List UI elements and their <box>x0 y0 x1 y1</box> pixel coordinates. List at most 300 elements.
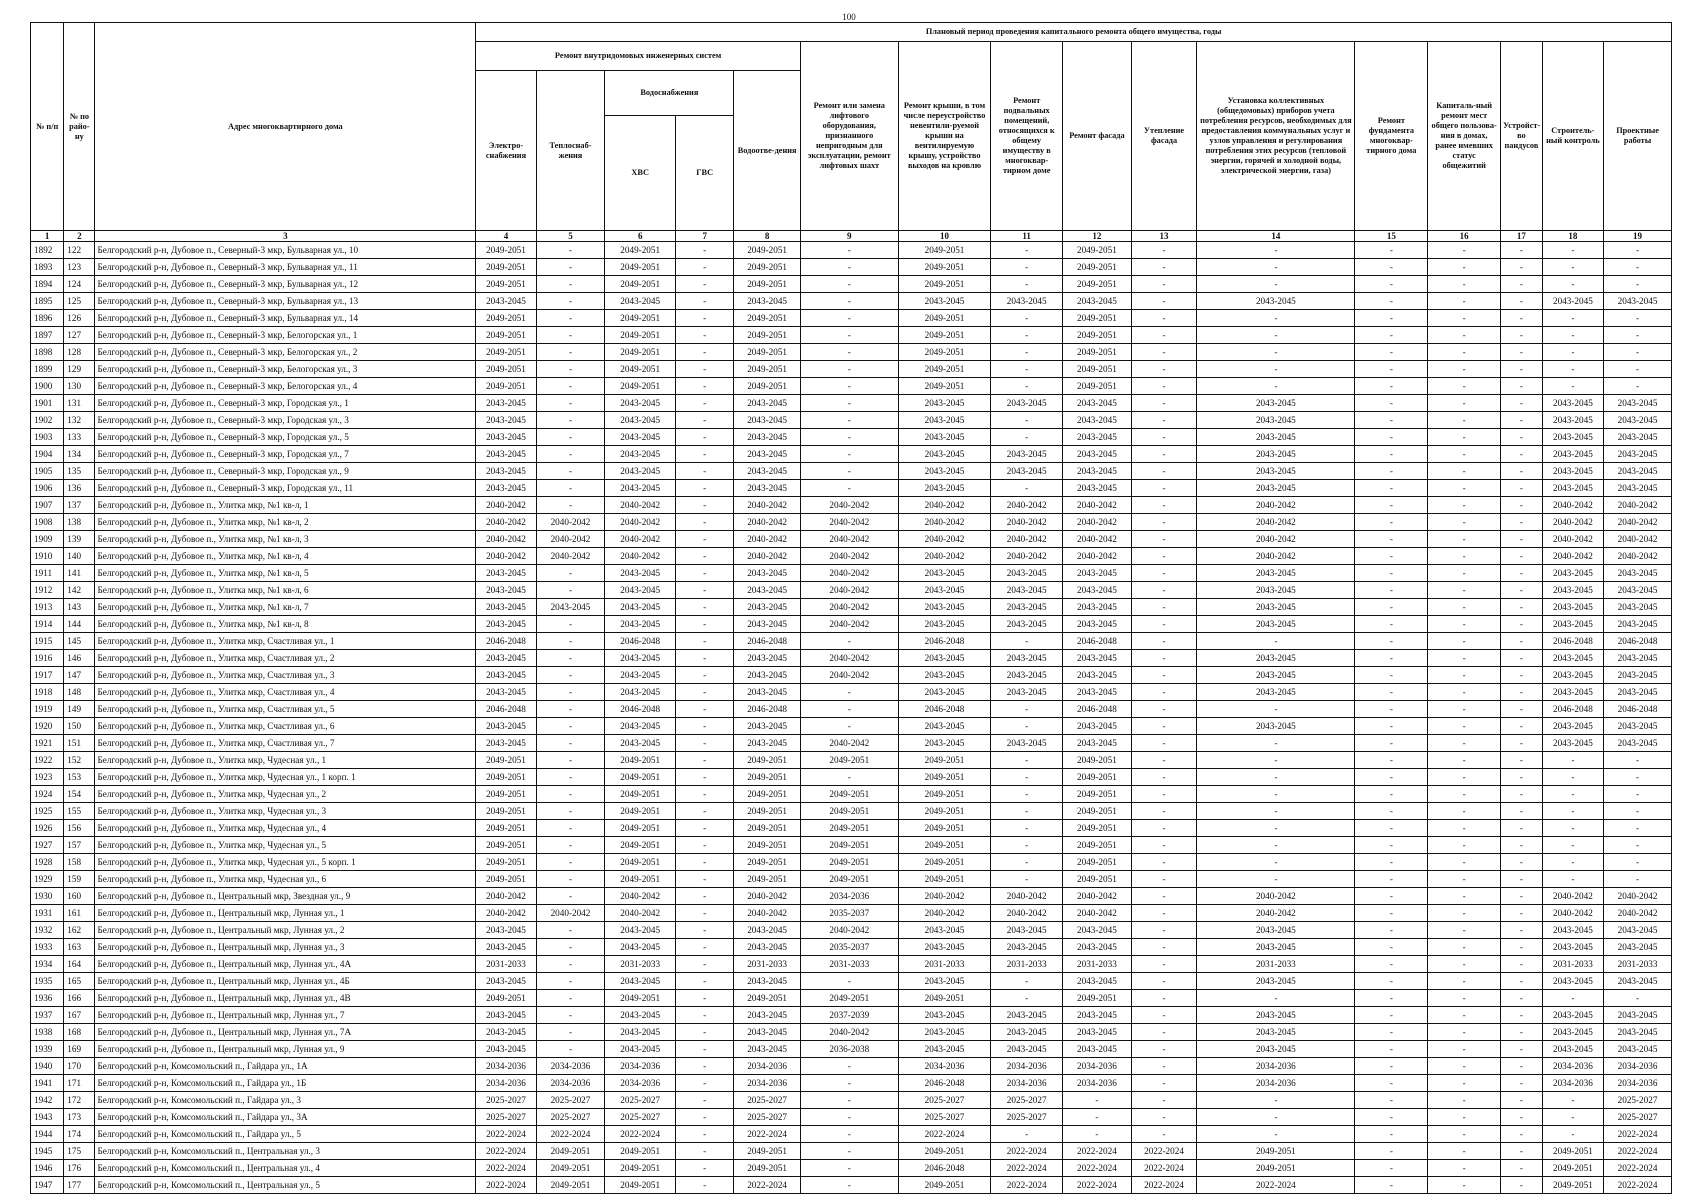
period-cell: 2049-2051 <box>605 310 676 327</box>
period-cell: - <box>1355 786 1428 803</box>
period-cell: - <box>1428 701 1501 718</box>
district-number: 147 <box>64 667 95 684</box>
period-cell: 2043-2045 <box>734 939 801 956</box>
period-cell: 2040-2042 <box>898 531 991 548</box>
period-cell: 2043-2045 <box>1197 1024 1355 1041</box>
period-cell: - <box>800 1092 898 1109</box>
period-cell: - <box>1501 871 1543 888</box>
period-cell: 2043-2045 <box>1197 463 1355 480</box>
period-cell: - <box>1501 735 1543 752</box>
column-number: 3 <box>95 231 476 242</box>
period-cell: - <box>1501 905 1543 922</box>
period-cell: - <box>800 480 898 497</box>
table-row <box>31 803 1672 820</box>
period-cell: - <box>1428 837 1501 854</box>
address-cell: Белгородский р-н, Дубовое п., Центральный мкр, Лунная ул., 4А <box>95 956 476 973</box>
district-number: 139 <box>64 531 95 548</box>
table-row <box>31 599 1672 616</box>
period-cell: 2043-2045 <box>1542 735 1603 752</box>
period-cell: 2049-2051 <box>898 361 991 378</box>
period-cell: - <box>1428 480 1501 497</box>
row-number: 1892 <box>31 242 64 259</box>
period-cell: 2040-2042 <box>476 531 536 548</box>
period-cell: - <box>991 327 1063 344</box>
period-cell: 2049-2051 <box>1063 837 1132 854</box>
period-cell: - <box>1197 752 1355 769</box>
period-cell: - <box>1131 1058 1197 1075</box>
period-cell: - <box>800 633 898 650</box>
period-cell: 2040-2042 <box>1604 497 1672 514</box>
period-cell: - <box>1131 242 1197 259</box>
period-cell: 2043-2045 <box>476 667 536 684</box>
period-cell: 2036-2038 <box>800 1041 898 1058</box>
period-cell: 2049-2051 <box>1063 990 1132 1007</box>
period-cell: - <box>1428 973 1501 990</box>
period-cell: 2034-2036 <box>476 1058 536 1075</box>
period-cell: 2040-2042 <box>898 905 991 922</box>
table-row <box>31 905 1672 922</box>
row-number: 1898 <box>31 344 64 361</box>
header-design-works: Проектные работы <box>1604 42 1672 231</box>
address-cell: Белгородский р-н, Дубовое п., Улитка мкр, Счастливая ул., 2 <box>95 650 476 667</box>
district-number: 166 <box>64 990 95 1007</box>
period-cell: 2043-2045 <box>1063 1024 1132 1041</box>
period-cell: - <box>1542 871 1603 888</box>
table-row <box>31 378 1672 395</box>
district-number: 174 <box>64 1126 95 1143</box>
period-cell: - <box>1355 1058 1428 1075</box>
row-number: 1908 <box>31 514 64 531</box>
period-cell: 2043-2045 <box>898 922 991 939</box>
period-cell: 2022-2024 <box>1063 1160 1132 1177</box>
period-cell: 2043-2045 <box>1604 650 1672 667</box>
period-cell: - <box>1604 361 1672 378</box>
address-cell: Белгородский р-н, Дубовое п., Улитка мкр, №1 кв-л, 2 <box>95 514 476 531</box>
period-cell: 2049-2051 <box>800 854 898 871</box>
period-cell: 2043-2045 <box>898 1041 991 1058</box>
period-cell: 2043-2045 <box>605 616 676 633</box>
period-cell: 2022-2024 <box>536 1126 605 1143</box>
period-cell: - <box>1131 837 1197 854</box>
table-row <box>31 1143 1672 1160</box>
period-cell: - <box>1355 939 1428 956</box>
period-cell: 2040-2042 <box>991 548 1063 565</box>
period-cell: 2043-2045 <box>1542 1024 1603 1041</box>
period-cell: 2040-2042 <box>1604 548 1672 565</box>
period-cell: 2049-2051 <box>734 803 801 820</box>
period-cell: 2043-2045 <box>605 582 676 599</box>
period-cell: - <box>1501 718 1543 735</box>
district-number: 128 <box>64 344 95 361</box>
period-cell: - <box>1501 1007 1543 1024</box>
period-cell: 2040-2042 <box>536 514 605 531</box>
period-cell: 2022-2024 <box>991 1143 1063 1160</box>
period-cell: 2043-2045 <box>1542 395 1603 412</box>
address-cell: Белгородский р-н, Дубовое п., Улитка мкр, №1 кв-л, 5 <box>95 565 476 582</box>
table-row <box>31 820 1672 837</box>
period-cell: - <box>536 310 605 327</box>
period-cell: - <box>1197 803 1355 820</box>
period-cell: 2043-2045 <box>605 565 676 582</box>
district-number: 130 <box>64 378 95 395</box>
address-cell: Белгородский р-н, Комсомольский п., Центральная ул., 3 <box>95 1143 476 1160</box>
period-cell: 2043-2045 <box>734 1041 801 1058</box>
period-cell: 2043-2045 <box>898 684 991 701</box>
period-cell: - <box>1428 276 1501 293</box>
period-cell: - <box>1428 667 1501 684</box>
period-cell: - <box>1428 684 1501 701</box>
period-cell: - <box>991 361 1063 378</box>
district-number: 156 <box>64 820 95 837</box>
address-cell: Белгородский р-н, Дубовое п., Улитка мкр, Счастливая ул., 6 <box>95 718 476 735</box>
period-cell: - <box>1355 803 1428 820</box>
period-cell: - <box>1131 633 1197 650</box>
period-cell: 2043-2045 <box>605 667 676 684</box>
period-cell: - <box>1131 480 1197 497</box>
period-cell: - <box>1131 956 1197 973</box>
period-cell: 2049-2051 <box>1063 327 1132 344</box>
period-cell: 2043-2045 <box>1604 616 1672 633</box>
period-cell: 2049-2051 <box>800 803 898 820</box>
district-number: 158 <box>64 854 95 871</box>
period-cell: 2043-2045 <box>1542 650 1603 667</box>
period-cell: - <box>1428 1160 1501 1177</box>
period-cell: 2049-2051 <box>605 259 676 276</box>
period-cell: 2043-2045 <box>898 1007 991 1024</box>
period-cell: 2049-2051 <box>898 752 991 769</box>
period-cell: - <box>1197 837 1355 854</box>
period-cell: 2049-2051 <box>605 837 676 854</box>
period-cell: - <box>676 497 734 514</box>
period-cell: 2043-2045 <box>898 582 991 599</box>
period-cell: 2025-2027 <box>605 1092 676 1109</box>
period-cell: 2040-2042 <box>800 531 898 548</box>
period-cell: - <box>536 463 605 480</box>
row-number: 1920 <box>31 718 64 735</box>
row-number: 1909 <box>31 531 64 548</box>
header-elevator: Ремонт или замена лифтового оборудования, признанного непригодным для эксплуатации, ремонт лифтовых шахт <box>800 42 898 231</box>
period-cell: - <box>1355 905 1428 922</box>
period-cell: 2043-2045 <box>476 735 536 752</box>
row-number: 1911 <box>31 565 64 582</box>
period-cell: 2034-2036 <box>476 1075 536 1092</box>
table-row <box>31 1041 1672 1058</box>
period-cell: 2040-2042 <box>800 514 898 531</box>
period-cell: 2043-2045 <box>1604 412 1672 429</box>
row-number: 1925 <box>31 803 64 820</box>
period-cell: - <box>1542 1126 1603 1143</box>
period-cell: 2043-2045 <box>476 463 536 480</box>
period-cell: 2049-2051 <box>605 1177 676 1194</box>
period-cell: - <box>800 395 898 412</box>
period-cell: 2049-2051 <box>898 344 991 361</box>
period-cell: 2049-2051 <box>734 1160 801 1177</box>
column-number: 13 <box>1131 231 1197 242</box>
row-number: 1930 <box>31 888 64 905</box>
period-cell: 2040-2042 <box>898 514 991 531</box>
row-number: 1893 <box>31 259 64 276</box>
period-cell: 2043-2045 <box>734 582 801 599</box>
period-cell: 2025-2027 <box>536 1092 605 1109</box>
period-cell: - <box>991 259 1063 276</box>
period-cell: - <box>1355 480 1428 497</box>
period-cell: 2043-2045 <box>476 684 536 701</box>
period-cell: - <box>991 837 1063 854</box>
period-cell: - <box>1428 820 1501 837</box>
period-cell: - <box>1501 565 1543 582</box>
period-cell: - <box>800 718 898 735</box>
district-number: 162 <box>64 922 95 939</box>
period-cell: - <box>1604 242 1672 259</box>
table-row <box>31 463 1672 480</box>
period-cell: - <box>1131 310 1197 327</box>
period-cell: - <box>800 259 898 276</box>
period-cell: 2043-2045 <box>1197 973 1355 990</box>
period-cell: - <box>676 735 734 752</box>
period-cell: - <box>536 939 605 956</box>
row-number: 1929 <box>31 871 64 888</box>
period-cell: - <box>1131 1109 1197 1126</box>
period-cell: - <box>1131 871 1197 888</box>
period-cell: 2043-2045 <box>898 667 991 684</box>
period-cell: 2043-2045 <box>734 293 801 310</box>
period-cell: 2022-2024 <box>734 1177 801 1194</box>
address-cell: Белгородский р-н, Дубовое п., Северный-3 мкр, Белогорская ул., 2 <box>95 344 476 361</box>
period-cell: - <box>1428 599 1501 616</box>
district-number: 138 <box>64 514 95 531</box>
period-cell: 2043-2045 <box>476 1007 536 1024</box>
row-number: 1905 <box>31 463 64 480</box>
period-cell: 2043-2045 <box>1063 939 1132 956</box>
district-number: 131 <box>64 395 95 412</box>
row-number: 1941 <box>31 1075 64 1092</box>
period-cell: - <box>676 684 734 701</box>
district-number: 157 <box>64 837 95 854</box>
period-cell: - <box>676 1160 734 1177</box>
address-cell: Белгородский р-н, Комсомольский п., Гайдара ул., 3 <box>95 1092 476 1109</box>
table-row <box>31 1109 1672 1126</box>
column-number: 6 <box>605 231 676 242</box>
column-number: 18 <box>1542 231 1603 242</box>
period-cell: 2049-2051 <box>1063 310 1132 327</box>
table-row <box>31 616 1672 633</box>
table-row <box>31 684 1672 701</box>
period-cell: 2043-2045 <box>605 684 676 701</box>
period-cell: 2043-2045 <box>734 480 801 497</box>
period-cell: - <box>1197 769 1355 786</box>
period-cell: 2034-2036 <box>1063 1075 1132 1092</box>
period-cell: - <box>1501 1024 1543 1041</box>
period-cell: - <box>800 1143 898 1160</box>
period-cell: 2040-2042 <box>800 548 898 565</box>
period-cell: 2043-2045 <box>898 735 991 752</box>
period-cell: 2031-2033 <box>1197 956 1355 973</box>
period-cell: - <box>991 786 1063 803</box>
period-cell: - <box>676 293 734 310</box>
table-row <box>31 1075 1672 1092</box>
period-cell: - <box>1604 310 1672 327</box>
period-cell: 2049-2051 <box>476 769 536 786</box>
period-cell: - <box>991 310 1063 327</box>
period-cell: 2035-2037 <box>800 939 898 956</box>
period-cell: - <box>1131 514 1197 531</box>
period-cell: - <box>1428 361 1501 378</box>
period-cell: 2049-2051 <box>605 803 676 820</box>
period-cell: - <box>1355 1126 1428 1143</box>
district-number: 142 <box>64 582 95 599</box>
period-cell: 2049-2051 <box>536 1143 605 1160</box>
period-cell: 2043-2045 <box>991 735 1063 752</box>
period-cell: 2040-2042 <box>800 735 898 752</box>
period-cell: - <box>1501 956 1543 973</box>
row-number: 1924 <box>31 786 64 803</box>
period-cell: 2049-2051 <box>898 1143 991 1160</box>
period-cell: 2040-2042 <box>1063 514 1132 531</box>
period-cell: - <box>1131 1041 1197 1058</box>
period-cell: 2043-2045 <box>898 429 991 446</box>
period-cell: 2022-2024 <box>605 1126 676 1143</box>
address-cell: Белгородский р-н, Дубовое п., Северный-3 мкр, Белогорская ул., 4 <box>95 378 476 395</box>
period-cell: - <box>800 1177 898 1194</box>
district-number: 155 <box>64 803 95 820</box>
period-cell: 2043-2045 <box>1604 446 1672 463</box>
period-cell: 2049-2051 <box>476 242 536 259</box>
period-cell: 2022-2024 <box>1604 1160 1672 1177</box>
column-number: 12 <box>1063 231 1132 242</box>
period-cell: 2049-2051 <box>605 327 676 344</box>
period-cell: - <box>1542 378 1603 395</box>
address-cell: Белгородский р-н, Дубовое п., Улитка мкр, №1 кв-л, 7 <box>95 599 476 616</box>
period-cell: - <box>1131 786 1197 803</box>
period-cell: - <box>1604 871 1672 888</box>
address-cell: Белгородский р-н, Дубовое п., Улитка мкр, Чудесная ул., 6 <box>95 871 476 888</box>
address-cell: Белгородский р-н, Дубовое п., Северный-3 мкр, Белогорская ул., 1 <box>95 327 476 344</box>
period-cell: 2049-2051 <box>1063 378 1132 395</box>
row-number: 1900 <box>31 378 64 395</box>
period-cell: - <box>1355 310 1428 327</box>
period-cell: - <box>1501 1109 1543 1126</box>
period-cell: 2043-2045 <box>1542 463 1603 480</box>
period-cell: - <box>991 1126 1063 1143</box>
period-cell: 2040-2042 <box>991 888 1063 905</box>
period-cell: 2049-2051 <box>476 786 536 803</box>
period-cell: - <box>1542 327 1603 344</box>
table-row <box>31 293 1672 310</box>
period-cell: - <box>1131 667 1197 684</box>
address-cell: Белгородский р-н, Комсомольский п., Гайдара ул., 3А <box>95 1109 476 1126</box>
period-cell: - <box>1355 820 1428 837</box>
period-cell: 2049-2051 <box>476 871 536 888</box>
period-cell: - <box>676 514 734 531</box>
period-cell: 2043-2045 <box>898 395 991 412</box>
period-cell: 2043-2045 <box>1542 429 1603 446</box>
period-cell: 2043-2045 <box>898 939 991 956</box>
period-cell: 2043-2045 <box>1197 650 1355 667</box>
row-number: 1927 <box>31 837 64 854</box>
period-cell: - <box>991 854 1063 871</box>
period-cell: - <box>676 718 734 735</box>
period-cell: 2040-2042 <box>1542 531 1603 548</box>
district-number: 132 <box>64 412 95 429</box>
period-cell: 2049-2051 <box>476 276 536 293</box>
period-cell: - <box>1501 854 1543 871</box>
period-cell: - <box>1131 905 1197 922</box>
period-cell: - <box>1542 837 1603 854</box>
period-cell: 2040-2042 <box>605 531 676 548</box>
period-cell: 2043-2045 <box>605 1041 676 1058</box>
column-number: 8 <box>734 231 801 242</box>
period-cell: - <box>800 446 898 463</box>
period-cell: - <box>1501 684 1543 701</box>
period-cell: 2022-2024 <box>1131 1143 1197 1160</box>
period-cell: - <box>800 378 898 395</box>
address-cell: Белгородский р-н, Комсомольский п., Гайдара ул., 5 <box>95 1126 476 1143</box>
period-cell: 2034-2036 <box>991 1058 1063 1075</box>
period-cell: - <box>1428 735 1501 752</box>
period-cell: - <box>1604 837 1672 854</box>
period-cell: 2043-2045 <box>1604 293 1672 310</box>
period-cell: 2043-2045 <box>991 684 1063 701</box>
period-cell: - <box>1542 361 1603 378</box>
period-cell: 2043-2045 <box>536 599 605 616</box>
period-cell: 2046-2048 <box>898 1160 991 1177</box>
period-cell: 2043-2045 <box>734 395 801 412</box>
table-row <box>31 276 1672 293</box>
period-cell: 2040-2042 <box>800 582 898 599</box>
period-cell: 2040-2042 <box>734 905 801 922</box>
period-cell: - <box>676 990 734 1007</box>
period-cell: - <box>1501 276 1543 293</box>
period-cell: - <box>800 684 898 701</box>
period-cell: - <box>676 752 734 769</box>
period-cell: 2043-2045 <box>991 395 1063 412</box>
period-cell: - <box>1355 429 1428 446</box>
period-cell: - <box>1355 412 1428 429</box>
period-cell: - <box>1604 854 1672 871</box>
period-cell: - <box>1501 514 1543 531</box>
period-cell: - <box>1542 1092 1603 1109</box>
district-number: 171 <box>64 1075 95 1092</box>
district-number: 137 <box>64 497 95 514</box>
period-cell: 2049-2051 <box>476 344 536 361</box>
period-cell: - <box>1197 854 1355 871</box>
district-number: 165 <box>64 973 95 990</box>
period-cell: - <box>1428 718 1501 735</box>
district-number: 145 <box>64 633 95 650</box>
period-cell: - <box>1501 973 1543 990</box>
period-cell: - <box>1131 820 1197 837</box>
period-cell: - <box>1428 1075 1501 1092</box>
period-cell: - <box>536 871 605 888</box>
header-hvs: ХВС <box>605 116 676 231</box>
address-cell: Белгородский р-н, Дубовое п., Северный-3 мкр, Бульварная ул., 12 <box>95 276 476 293</box>
period-cell: 2049-2051 <box>1063 242 1132 259</box>
table-row <box>31 752 1672 769</box>
period-cell: 2043-2045 <box>1063 667 1132 684</box>
period-cell: 2043-2045 <box>1604 565 1672 582</box>
period-cell: 2040-2042 <box>1542 888 1603 905</box>
table-row <box>31 548 1672 565</box>
period-cell: - <box>676 599 734 616</box>
period-cell: 2043-2045 <box>991 293 1063 310</box>
period-cell: - <box>676 242 734 259</box>
period-cell: - <box>536 718 605 735</box>
row-number: 1934 <box>31 956 64 973</box>
period-cell: 2043-2045 <box>605 922 676 939</box>
row-number: 1922 <box>31 752 64 769</box>
period-cell: 2040-2042 <box>898 548 991 565</box>
period-cell: - <box>1355 497 1428 514</box>
